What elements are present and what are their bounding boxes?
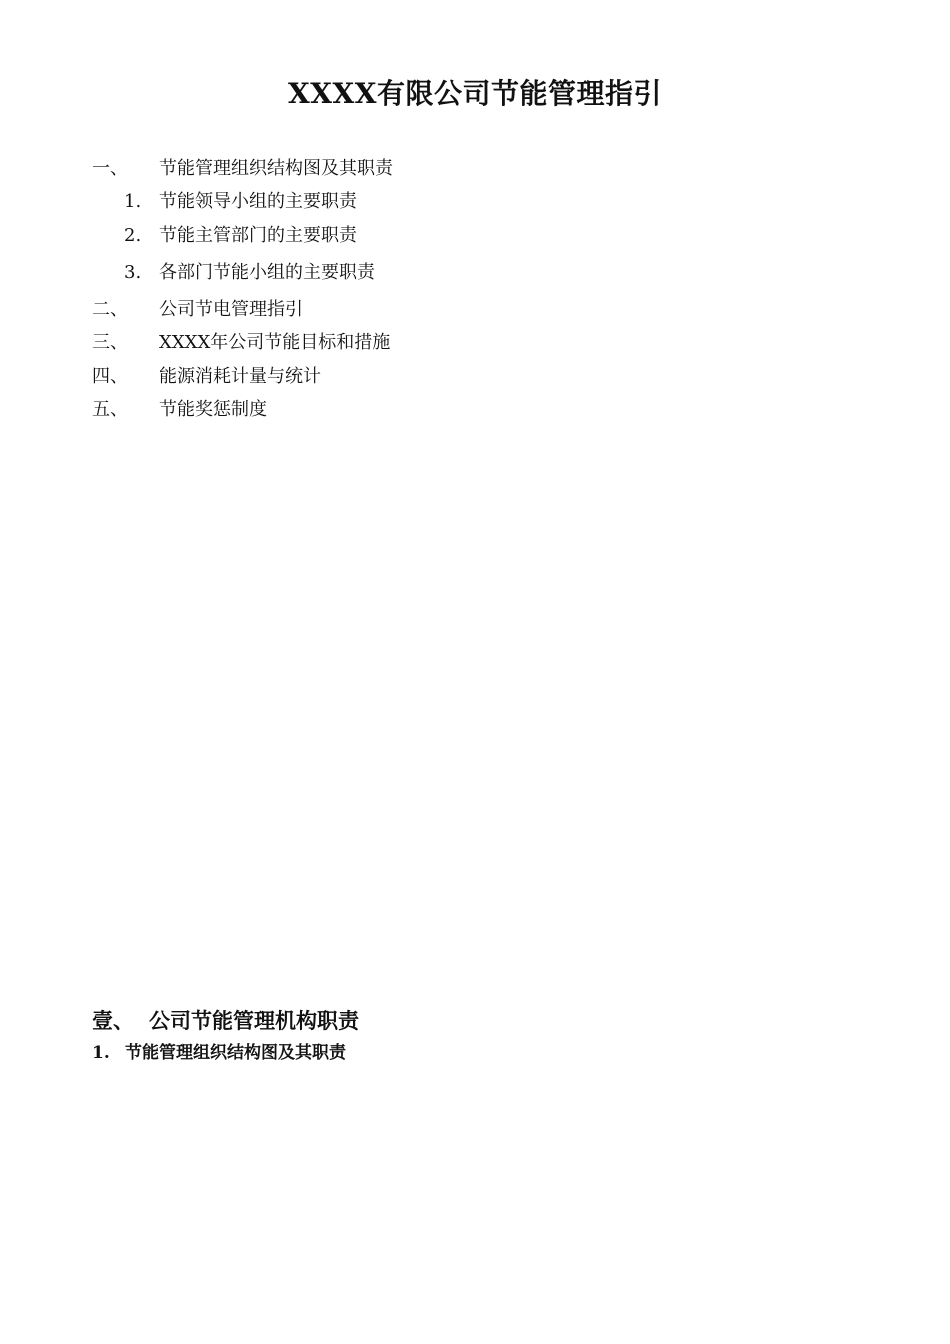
- toc-item-label: 公司节电管理指引: [159, 299, 303, 320]
- toc-item-label: 各部门节能小组的主要职责: [159, 262, 375, 283]
- section-number: 壹、: [92, 1008, 134, 1033]
- toc-item-label: 节能管理组织结构图及其职责: [159, 158, 393, 179]
- section-title: 公司节能管理机构职责: [149, 1008, 359, 1033]
- toc-item-number: 四、: [92, 366, 128, 387]
- toc-item-number: 一、: [92, 158, 128, 179]
- toc-item-number: 三、: [92, 332, 128, 353]
- subsection-number: 1.: [92, 1043, 110, 1063]
- toc-item-label: 节能奖惩制度: [159, 399, 267, 420]
- toc-item-label: 节能主管部门的主要职责: [159, 225, 357, 246]
- toc-item-number: 3.: [124, 262, 142, 283]
- document-title: XXXX有限公司节能管理指引: [288, 77, 662, 110]
- toc-item-number: 二、: [92, 299, 128, 320]
- toc-item-label: XXXX年公司节能目标和措施: [159, 332, 391, 353]
- toc-item-number: 1.: [124, 191, 142, 212]
- toc-item-label: 节能领导小组的主要职责: [159, 191, 357, 212]
- toc-item-label: 能源消耗计量与统计: [159, 366, 321, 387]
- toc-item-number: 五、: [92, 399, 128, 420]
- toc-item-number: 2.: [124, 225, 142, 246]
- subsection-title: 节能管理组织结构图及其职责: [125, 1043, 346, 1063]
